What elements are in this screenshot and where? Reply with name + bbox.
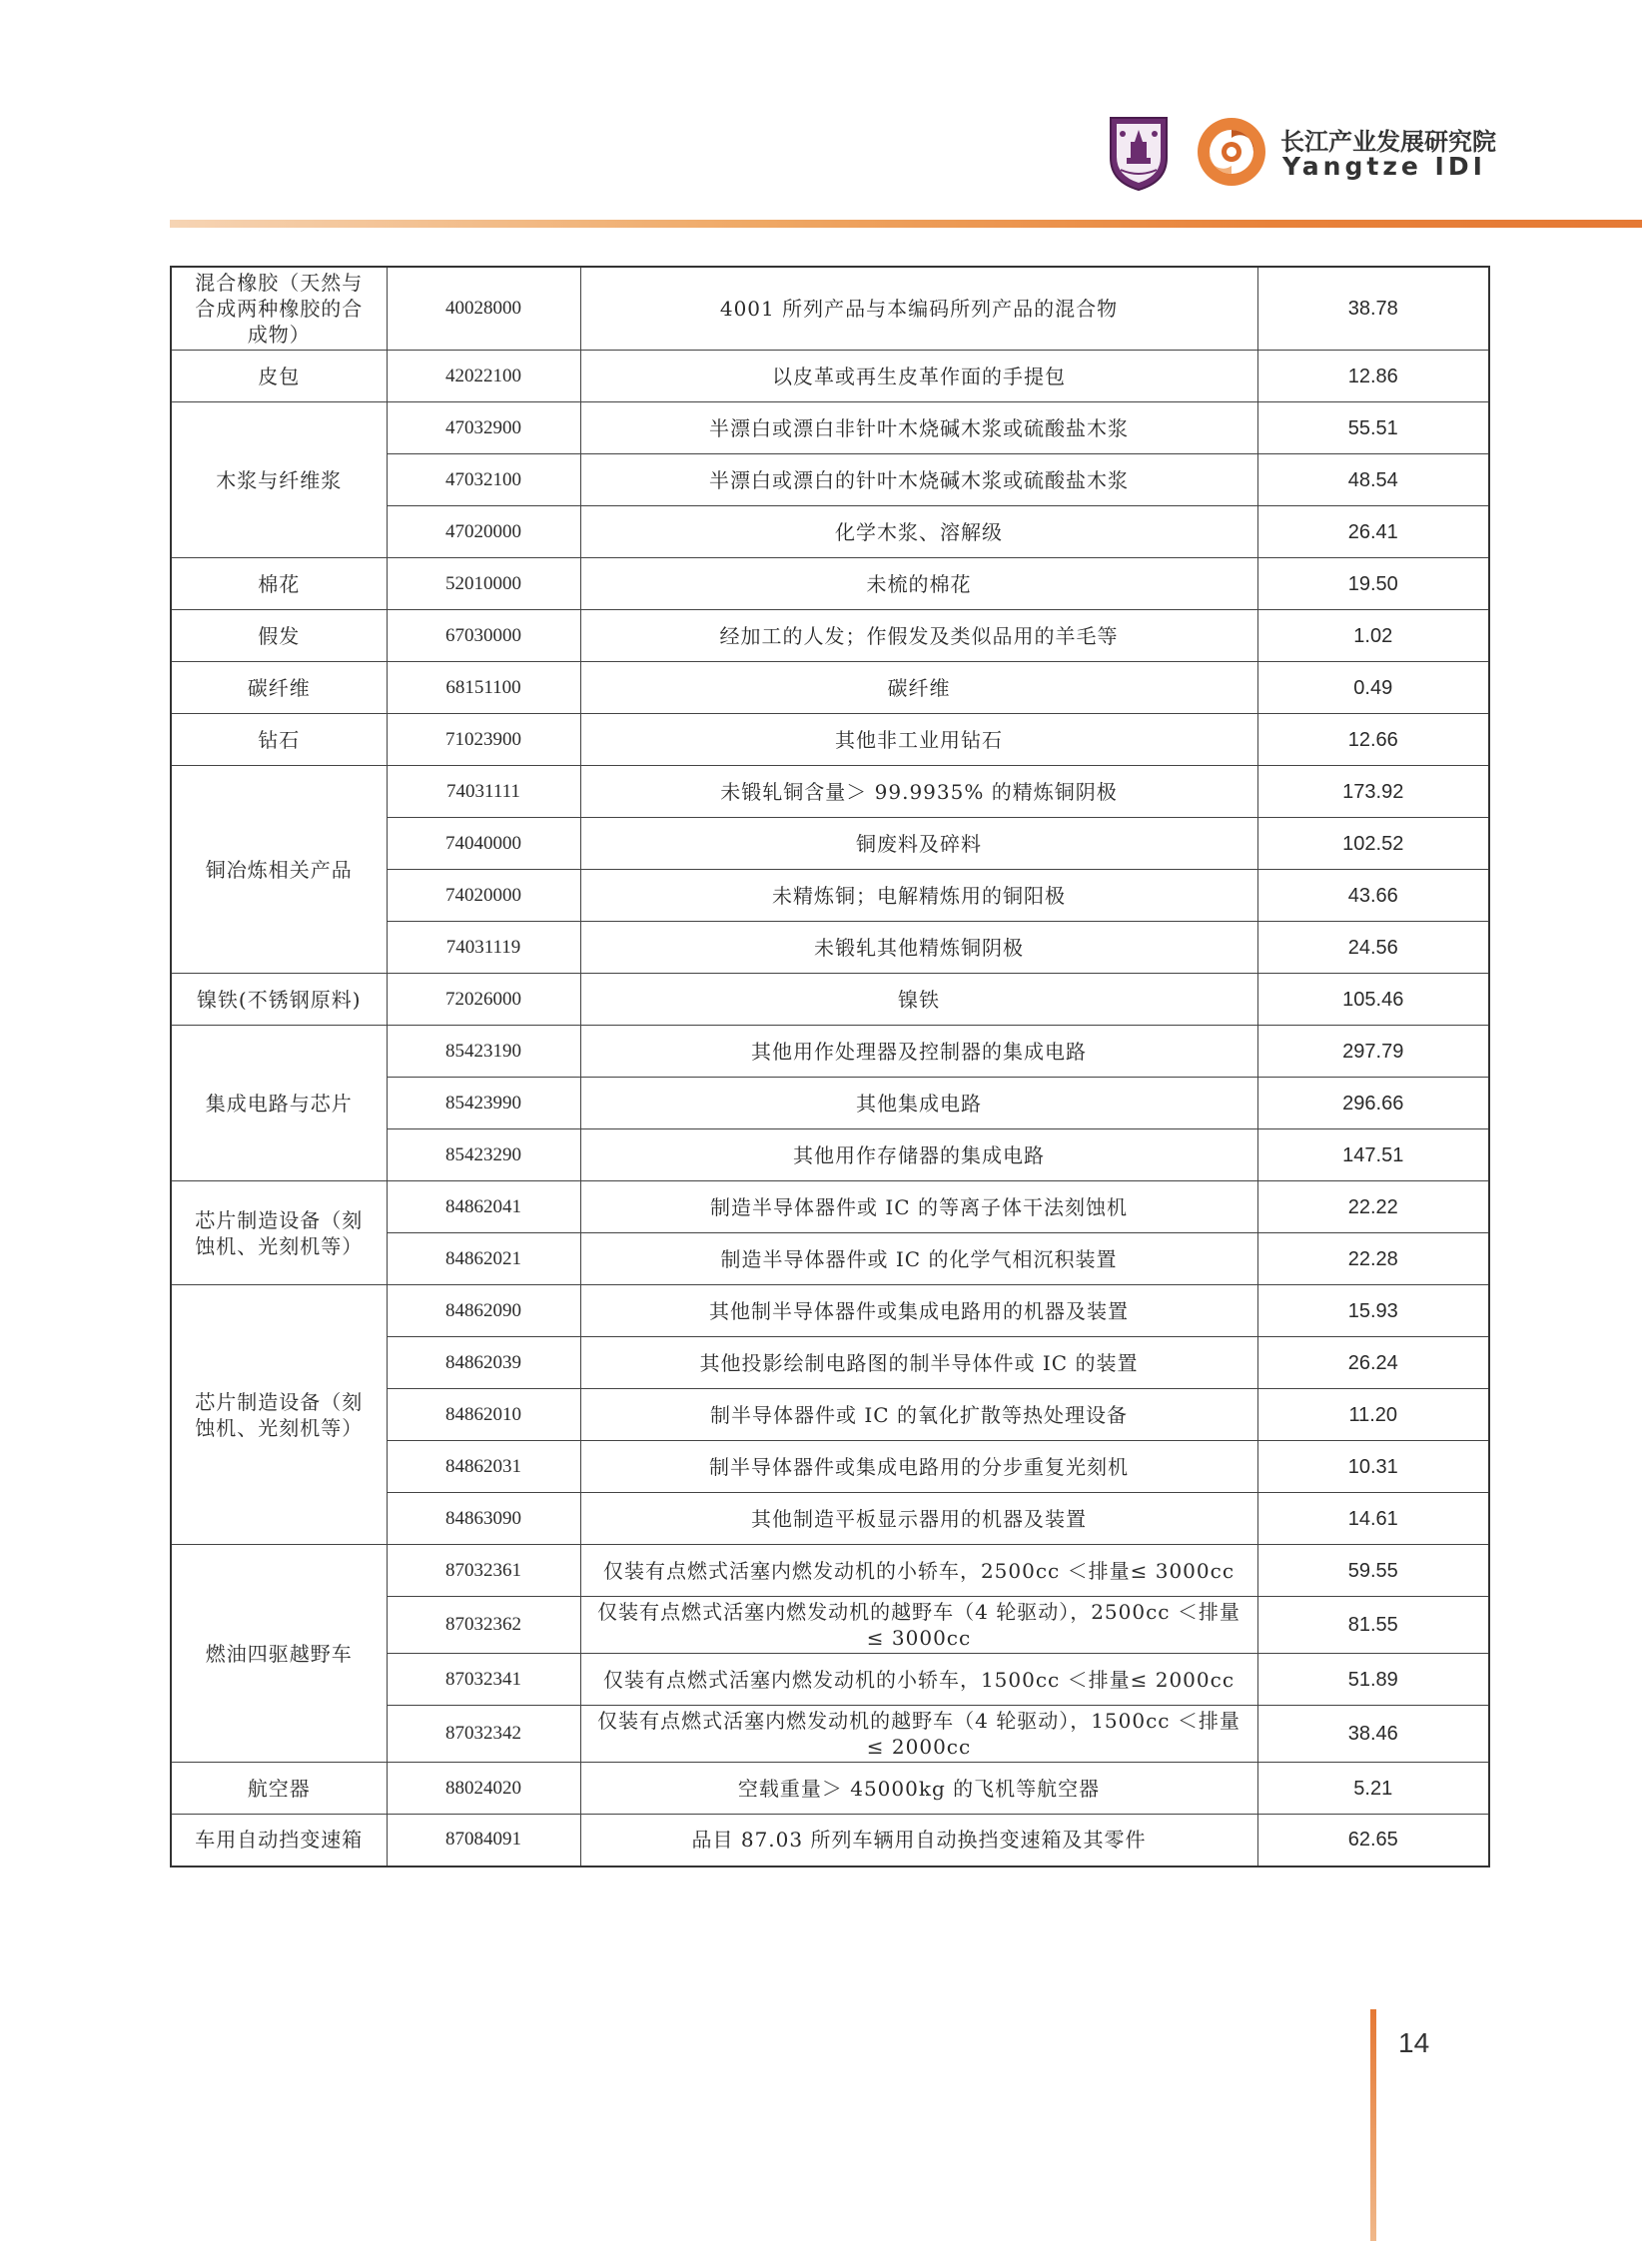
table-row xyxy=(171,662,1489,714)
import-goods-table xyxy=(170,266,1490,1868)
category-cell: 假发 xyxy=(171,610,387,662)
value-cell: 22.22 xyxy=(1257,1181,1489,1233)
value-cell: 38.78 xyxy=(1257,267,1489,351)
hs-code-cell: 47020000 xyxy=(387,506,580,558)
hs-code-cell: 68151100 xyxy=(387,662,580,714)
table-row xyxy=(171,351,1489,402)
hs-code-cell: 74031111 xyxy=(387,766,580,818)
description-cell: 镍铁 xyxy=(580,974,1257,1026)
hs-code-cell: 40028000 xyxy=(387,267,580,351)
brand-name-en: Yangtze IDI xyxy=(1282,152,1486,181)
brand-name-cn: 长江产业发展研究院 xyxy=(1280,128,1496,156)
table-row xyxy=(171,1815,1489,1867)
value-cell: 1.02 xyxy=(1257,610,1489,662)
value-cell: 62.65 xyxy=(1257,1815,1489,1867)
description-cell: 以皮革或再生皮革作面的手提包 xyxy=(580,351,1257,402)
description-cell: 其他非工业用钻石 xyxy=(580,714,1257,766)
hs-code-cell: 85423290 xyxy=(387,1129,580,1181)
value-cell: 297.79 xyxy=(1257,1026,1489,1078)
description-cell: 化学木浆、溶解级 xyxy=(580,506,1257,558)
hs-code-cell: 52010000 xyxy=(387,558,580,610)
category-cell: 碳纤维 xyxy=(171,662,387,714)
header-divider xyxy=(170,220,1642,228)
table-row xyxy=(171,1545,1489,1597)
value-cell: 296.66 xyxy=(1257,1078,1489,1129)
hs-code-cell: 84862010 xyxy=(387,1389,580,1441)
category-cell: 钻石 xyxy=(171,714,387,766)
description-cell: 制造半导体器件或 IC 的化学气相沉积装置 xyxy=(580,1233,1257,1285)
description-cell: 未锻轧其他精炼铜阴极 xyxy=(580,922,1257,974)
category-cell: 燃油四驱越野车 xyxy=(171,1545,387,1763)
category-cell: 混合橡胶（天然与合成两种橡胶的合成物） xyxy=(171,267,387,351)
description-cell: 4001 所列产品与本编码所列产品的混合物 xyxy=(580,267,1257,351)
description-cell: 未精炼铜；电解精炼用的铜阳极 xyxy=(580,870,1257,922)
hs-code-cell: 74020000 xyxy=(387,870,580,922)
hs-code-cell: 84862039 xyxy=(387,1337,580,1389)
value-cell: 48.54 xyxy=(1257,454,1489,506)
value-cell: 12.66 xyxy=(1257,714,1489,766)
value-cell: 38.46 xyxy=(1257,1706,1489,1763)
value-cell: 19.50 xyxy=(1257,558,1489,610)
value-cell: 26.24 xyxy=(1257,1337,1489,1389)
description-cell: 未梳的棉花 xyxy=(580,558,1257,610)
description-cell: 半漂白或漂白非针叶木烧碱木浆或硫酸盐木浆 xyxy=(580,402,1257,454)
category-cell: 车用自动挡变速箱 xyxy=(171,1815,387,1867)
value-cell: 15.93 xyxy=(1257,1285,1489,1337)
description-cell: 仅装有点燃式活塞内燃发动机的小轿车，1500cc ＜排量≤ 2000cc xyxy=(580,1654,1257,1706)
hs-code-cell: 87032342 xyxy=(387,1706,580,1763)
hs-code-cell: 71023900 xyxy=(387,714,580,766)
description-cell: 其他集成电路 xyxy=(580,1078,1257,1129)
table-row xyxy=(171,402,1489,454)
hs-code-cell: 85423990 xyxy=(387,1078,580,1129)
description-cell: 仅装有点燃式活塞内燃发动机的越野车（4 轮驱动），2500cc ＜排量≤ 3000cc xyxy=(580,1597,1257,1654)
description-cell: 其他制造平板显示器用的机器及装置 xyxy=(580,1493,1257,1545)
value-cell: 26.41 xyxy=(1257,506,1489,558)
description-cell: 制造半导体器件或 IC 的等离子体干法刻蚀机 xyxy=(580,1181,1257,1233)
table-row xyxy=(171,974,1489,1026)
description-cell: 仅装有点燃式活塞内燃发动机的越野车（4 轮驱动），1500cc ＜排量≤ 2000cc xyxy=(580,1706,1257,1763)
table-row xyxy=(171,610,1489,662)
hs-code-cell: 87032362 xyxy=(387,1597,580,1654)
value-cell: 147.51 xyxy=(1257,1129,1489,1181)
category-cell: 棉花 xyxy=(171,558,387,610)
category-cell: 镍铁(不锈钢原料) xyxy=(171,974,387,1026)
category-cell: 芯片制造设备（刻蚀机、光刻机等） xyxy=(171,1181,387,1285)
hs-code-cell: 74031119 xyxy=(387,922,580,974)
table-row xyxy=(171,766,1489,818)
table-row xyxy=(171,714,1489,766)
value-cell: 22.28 xyxy=(1257,1233,1489,1285)
hs-code-cell: 84862041 xyxy=(387,1181,580,1233)
description-cell: 其他制半导体器件或集成电路用的机器及装置 xyxy=(580,1285,1257,1337)
table-row xyxy=(171,1181,1489,1233)
description-cell: 其他投影绘制电路图的制半导体件或 IC 的装置 xyxy=(580,1337,1257,1389)
value-cell: 51.89 xyxy=(1257,1654,1489,1706)
value-cell: 102.52 xyxy=(1257,818,1489,870)
category-cell: 集成电路与芯片 xyxy=(171,1026,387,1181)
hs-code-cell: 67030000 xyxy=(387,610,580,662)
category-cell: 皮包 xyxy=(171,351,387,402)
description-cell: 其他用作处理器及控制器的集成电路 xyxy=(580,1026,1257,1078)
table-row xyxy=(171,1763,1489,1815)
description-cell: 碳纤维 xyxy=(580,662,1257,714)
value-cell: 14.61 xyxy=(1257,1493,1489,1545)
hs-code-cell: 47032100 xyxy=(387,454,580,506)
hs-code-cell: 85423190 xyxy=(387,1026,580,1078)
table-row xyxy=(171,267,1489,351)
table-row xyxy=(171,1026,1489,1078)
value-cell: 11.20 xyxy=(1257,1389,1489,1441)
university-seal-icon xyxy=(1107,114,1171,192)
hs-code-cell: 84862031 xyxy=(387,1441,580,1493)
value-cell: 12.86 xyxy=(1257,351,1489,402)
value-cell: 105.46 xyxy=(1257,974,1489,1026)
description-cell: 半漂白或漂白的针叶木烧碱木浆或硫酸盐木浆 xyxy=(580,454,1257,506)
category-cell: 木浆与纤维浆 xyxy=(171,402,387,558)
description-cell: 仅装有点燃式活塞内燃发动机的小轿车，2500cc ＜排量≤ 3000cc xyxy=(580,1545,1257,1597)
description-cell: 制半导体器件或集成电路用的分步重复光刻机 xyxy=(580,1441,1257,1493)
value-cell: 43.66 xyxy=(1257,870,1489,922)
description-cell: 经加工的人发；作假发及类似品用的羊毛等 xyxy=(580,610,1257,662)
hs-code-cell: 88024020 xyxy=(387,1763,580,1815)
page-number: 14 xyxy=(1398,2027,1430,2058)
hs-code-cell: 47032900 xyxy=(387,402,580,454)
hs-code-cell: 74040000 xyxy=(387,818,580,870)
table-row xyxy=(171,1285,1489,1337)
table-body xyxy=(171,267,1489,1867)
description-cell: 品目 87.03 所列车辆用自动换挡变速箱及其零件 xyxy=(580,1815,1257,1867)
hs-code-cell: 84862021 xyxy=(387,1233,580,1285)
value-cell: 55.51 xyxy=(1257,402,1489,454)
hs-code-cell: 87084091 xyxy=(387,1815,580,1867)
hs-code-cell: 84863090 xyxy=(387,1493,580,1545)
description-cell: 空载重量＞ 45000kg 的飞机等航空器 xyxy=(580,1763,1257,1815)
hs-code-cell: 87032361 xyxy=(387,1545,580,1597)
description-cell: 其他用作存储器的集成电路 xyxy=(580,1129,1257,1181)
value-cell: 59.55 xyxy=(1257,1545,1489,1597)
category-cell: 铜冶炼相关产品 xyxy=(171,766,387,974)
value-cell: 173.92 xyxy=(1257,766,1489,818)
table-row xyxy=(171,558,1489,610)
value-cell: 0.49 xyxy=(1257,662,1489,714)
description-cell: 铜废料及碎料 xyxy=(580,818,1257,870)
hs-code-cell: 87032341 xyxy=(387,1654,580,1706)
value-cell: 81.55 xyxy=(1257,1597,1489,1654)
value-cell: 5.21 xyxy=(1257,1763,1489,1815)
yangtze-idi-logo-icon xyxy=(1196,116,1267,188)
hs-code-cell: 72026000 xyxy=(387,974,580,1026)
category-cell: 航空器 xyxy=(171,1763,387,1815)
hs-code-cell: 84862090 xyxy=(387,1285,580,1337)
value-cell: 24.56 xyxy=(1257,922,1489,974)
value-cell: 10.31 xyxy=(1257,1441,1489,1493)
hs-code-cell: 42022100 xyxy=(387,351,580,402)
description-cell: 未锻轧铜含量＞ 99.9935% 的精炼铜阴极 xyxy=(580,766,1257,818)
page-accent-bar xyxy=(1370,2009,1376,2241)
category-cell: 芯片制造设备（刻蚀机、光刻机等） xyxy=(171,1285,387,1545)
description-cell: 制半导体器件或 IC 的氧化扩散等热处理设备 xyxy=(580,1389,1257,1441)
